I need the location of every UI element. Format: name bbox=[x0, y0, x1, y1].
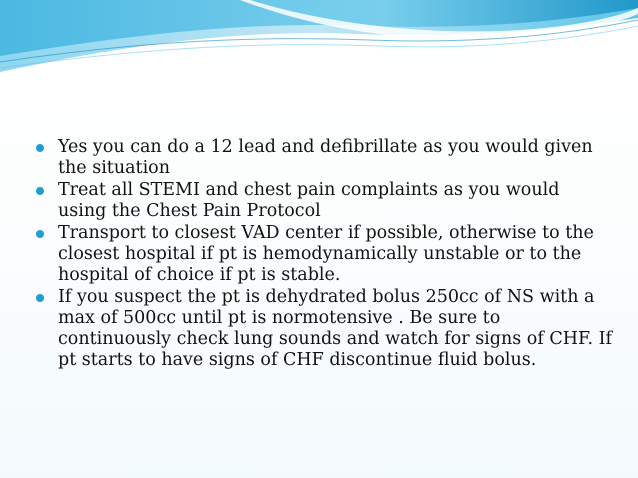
bullet-dot-icon bbox=[36, 230, 44, 238]
bullet-list bbox=[32, 137, 612, 372]
bullet-dot-icon bbox=[36, 294, 44, 302]
bullet-text-1: Yes you can do a 12 lead and defibrillate as you would given the situation bbox=[58, 137, 593, 178]
bullet-dot-icon bbox=[36, 144, 44, 152]
bullet-item-4 bbox=[32, 287, 612, 371]
bullet-item-3 bbox=[32, 223, 612, 286]
bullet-item-2 bbox=[32, 180, 612, 222]
bullet-item-1 bbox=[32, 137, 612, 179]
header-wave-decoration bbox=[0, 0, 638, 80]
bullet-text-4: If you suspect the pt is dehydrated bolus 250cc of NS with a max of 500cc until pt is normotensive . Be sure to continuously check lung sounds and watch for signs of CHF. If pt starts to have signs of CHF discontinue fluid bolus. bbox=[58, 287, 612, 370]
bullet-dot-icon bbox=[36, 187, 44, 195]
bullet-text-2: Treat all STEMI and chest pain complaints as you would using the Chest Pain Protocol bbox=[58, 180, 560, 221]
bullet-text-3: Transport to closest VAD center if possible, otherwise to the closest hospital if pt is hemodynamically unstable or to the hospital of choice if pt is stable. bbox=[58, 223, 594, 285]
